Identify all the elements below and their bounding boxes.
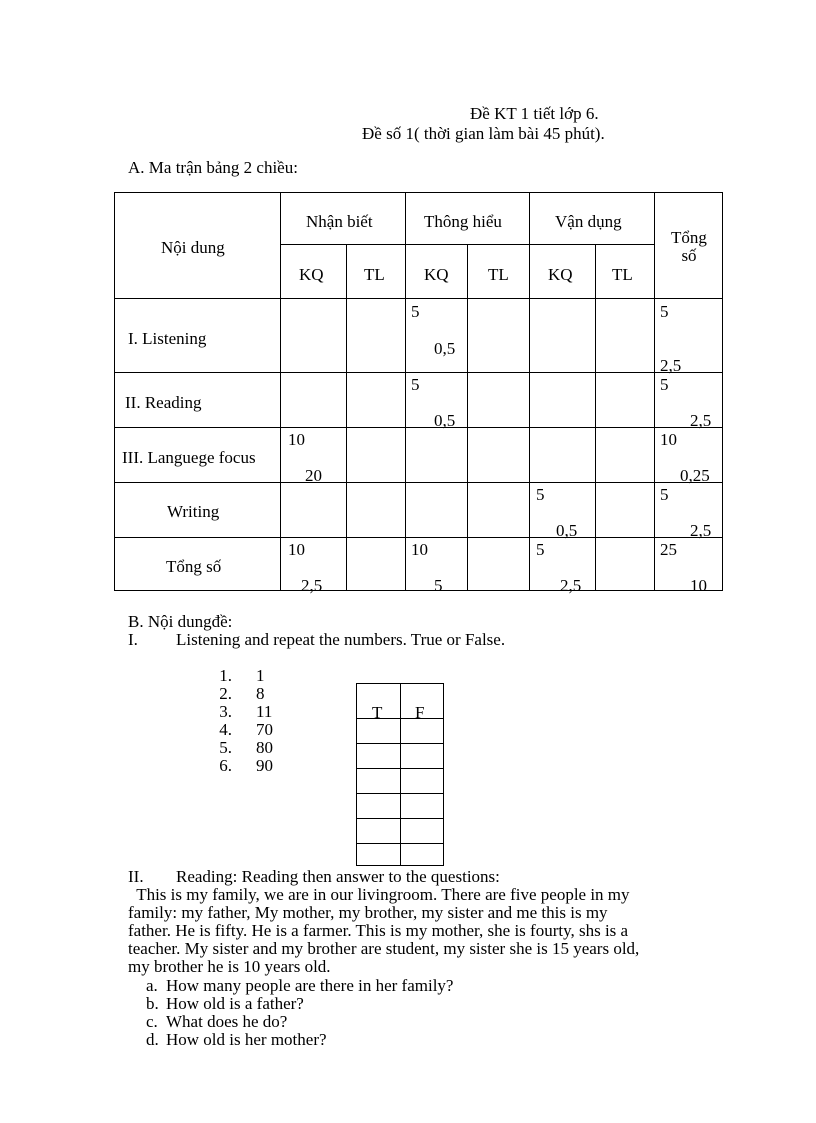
subcol-nb-tl: TL: [364, 265, 385, 284]
subcol-th-tl: TL: [488, 265, 509, 284]
reading-passage: [128, 886, 708, 976]
subcol-th-kq: KQ: [424, 265, 449, 284]
passage-line: father. He is fifty. He is a farmer. This is my mother, she is fourty, shs is a: [128, 921, 629, 940]
cell-value: 5: [660, 375, 669, 394]
cell-value: 5: [434, 576, 443, 595]
cell-value: 5: [411, 375, 420, 394]
cell-value: 2,5: [690, 411, 712, 430]
passage-line: family: my father, My mother, my brother, my sister and me this is my: [128, 903, 608, 922]
col-group-van-dung: Vận dụng: [555, 212, 622, 231]
part1-roman: I.: [128, 630, 138, 649]
tf-header-false: F: [415, 703, 425, 722]
passage-line: This is my family, we are in our livingroom. There are five people in my: [128, 885, 630, 904]
row-label-total: Tổng số: [166, 557, 222, 576]
subcol-nb-kq: KQ: [299, 265, 324, 284]
cell-value: 10: [660, 430, 677, 449]
cell-value: 2,5: [690, 521, 712, 540]
passage-line: teacher. My sister and my brother are student, my sister she is 15 years old,: [128, 939, 640, 958]
cell-value: 5: [411, 302, 420, 321]
col-group-thong-hieu: Thông hiểu: [424, 212, 502, 231]
part2-roman: II.: [128, 867, 144, 886]
question-item: b. How old is a father?: [146, 994, 304, 1013]
question-item: d. How old is her mother?: [146, 1030, 327, 1049]
doc-title: Đề KT 1 tiết lớp 6.: [470, 104, 599, 123]
question-item: c. What does he do?: [146, 1012, 288, 1031]
subcol-vd-kq: KQ: [548, 265, 573, 284]
section-a-heading: A. Ma trận bảng 2 chiều:: [128, 158, 298, 177]
cell-value: 5: [536, 540, 545, 559]
cell-value: 10: [411, 540, 428, 559]
cell-value: 0,25: [680, 466, 710, 485]
cell-value: 10: [690, 576, 707, 595]
row-label-language-focus: III. Languege focus: [122, 448, 256, 467]
question-item: a. How many people are there in her family?: [146, 976, 454, 995]
cell-value: 10: [288, 430, 305, 449]
cell-value: 0,5: [556, 521, 578, 540]
row-label-writing: Writing: [167, 502, 220, 521]
cell-value: 0,5: [434, 339, 456, 358]
cell-value: 2,5: [560, 576, 582, 595]
cell-value: 0,5: [434, 411, 456, 430]
row-label-reading: II. Reading: [125, 393, 202, 412]
cell-value: 2,5: [660, 356, 682, 375]
doc-subtitle: Đề số 1( thời gian làm bài 45 phút).: [362, 124, 605, 143]
subcol-vd-tl: TL: [612, 265, 633, 284]
row-label-listening: I. Listening: [128, 329, 207, 348]
matrix-table: [114, 192, 723, 595]
part1-instruction: Listening and repeat the numbers. True or False.: [176, 630, 506, 649]
part2-instruction: Reading: Reading then answer to the questions:: [176, 867, 500, 886]
section-b-heading: B. Nội dungđề:: [128, 612, 233, 631]
cell-value: 5: [660, 485, 669, 504]
col-content-header: Nội dung: [161, 238, 225, 257]
cell-value: 25: [660, 540, 677, 559]
cell-value: 5: [536, 485, 545, 504]
true-false-grid: [356, 683, 444, 866]
cell-value: 10: [288, 540, 305, 559]
tf-header-true: T: [372, 703, 383, 722]
cell-value: 2,5: [301, 576, 323, 595]
passage-line: my brother he is 10 years old.: [128, 957, 331, 976]
col-group-nhan-biet: Nhận biết: [306, 212, 373, 231]
cell-value: 5: [660, 302, 669, 321]
col-total-header: Tổng số: [671, 228, 707, 265]
cell-value: 20: [305, 466, 322, 485]
